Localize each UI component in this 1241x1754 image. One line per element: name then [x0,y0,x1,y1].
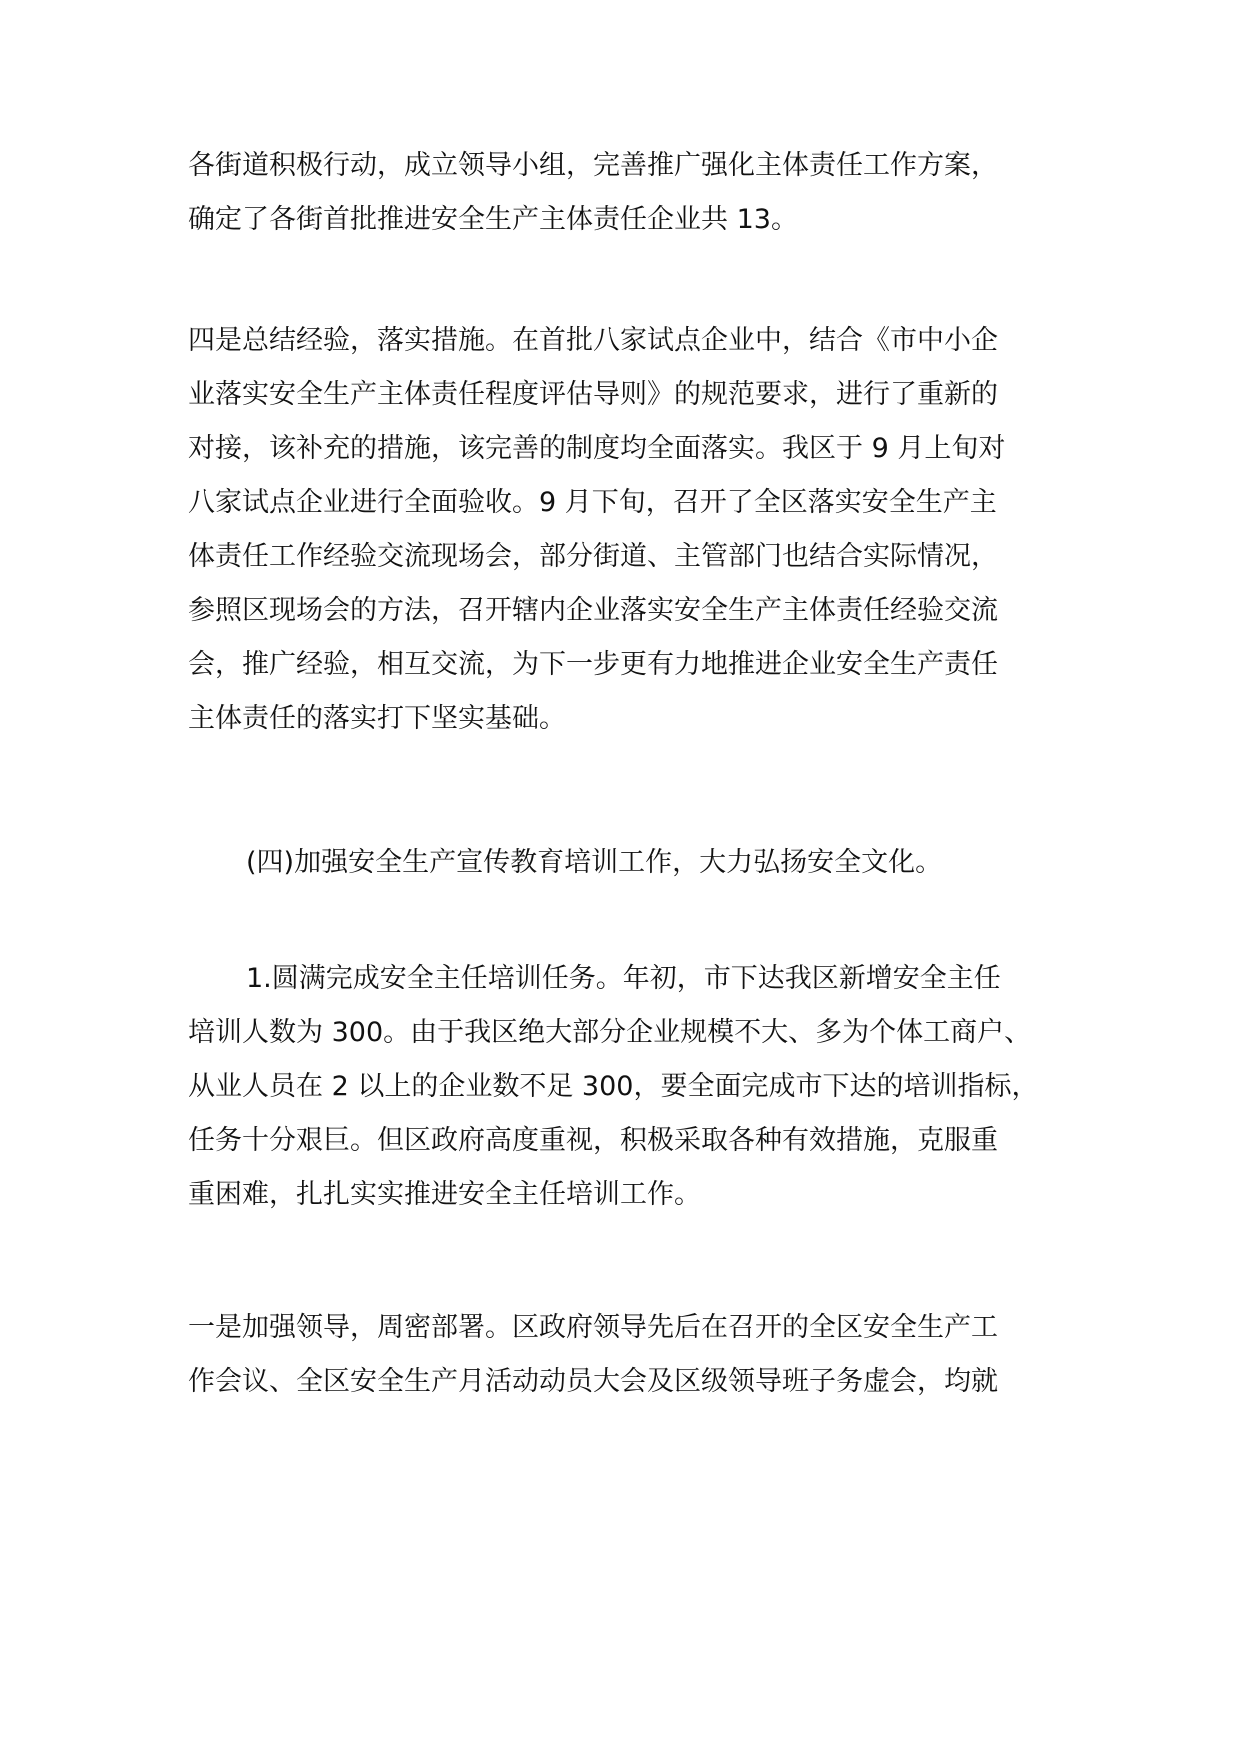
section-heading-safety-training [188,836,1088,890]
text-line: 培训人数为 300。由于我区绝大部分企业规模不大、多为个体工商户、 [188,1017,1032,1048]
text-line: 确定了各街首批推进安全生产主体责任企业共 13。 [188,204,798,235]
paragraph-street-actions [188,139,1088,247]
text-line: 体责任工作经验交流现场会，部分街道、主管部门也结合实际情况， [188,541,998,572]
text-line: 主体责任的落实打下坚实基础。 [188,703,566,734]
text-line: 对接，该补充的措施，该完善的制度均全面落实。我区于 9 月上旬对 [188,433,1006,464]
text-line: 作会议、全区安全生产月活动动员大会及区级领导班子务虚会，均就 [188,1366,998,1397]
text-line: 四是总结经验，落实措施。在首批八家试点企业中，结合《市中小企 [188,325,998,356]
text-line: 参照区现场会的方法，召开辖内企业落实安全生产主体责任经验交流 [188,595,998,626]
text-line: 1.圆满完成安全主任培训任务。年初，市下达我区新增安全主任 [246,963,1001,994]
text-line: 从业人员在 2 以上的企业数不足 300，要全面完成市下达的培训指标， [188,1071,1039,1102]
text-line: 各街道积极行动，成立领导小组，完善推广强化主体责任工作方案， [188,150,998,181]
text-line: 任务十分艰巨。但区政府高度重视，积极采取各种有效措施，克服重 [188,1125,998,1156]
paragraph-summarize-experience [188,314,1088,746]
text-line: 一是加强领导，周密部署。区政府领导先后在召开的全区安全生产工 [188,1312,998,1343]
text-line: 重困难，扎扎实实推进安全主任培训工作。 [188,1179,701,1210]
text-line: 八家试点企业进行全面验收。9 月下旬，召开了全区落实安全生产主 [188,487,997,518]
text-line: 会，推广经验，相互交流，为下一步更有力地推进企业安全生产责任 [188,649,998,680]
text-line: 业落实安全生产主体责任程度评估导则》的规范要求，进行了重新的 [188,379,998,410]
paragraph-training-task [188,952,1088,1222]
paragraph-strengthen-leadership [188,1301,1088,1409]
text-line: (四)加强安全生产宣传教育培训工作，大力弘扬安全文化。 [246,847,943,878]
